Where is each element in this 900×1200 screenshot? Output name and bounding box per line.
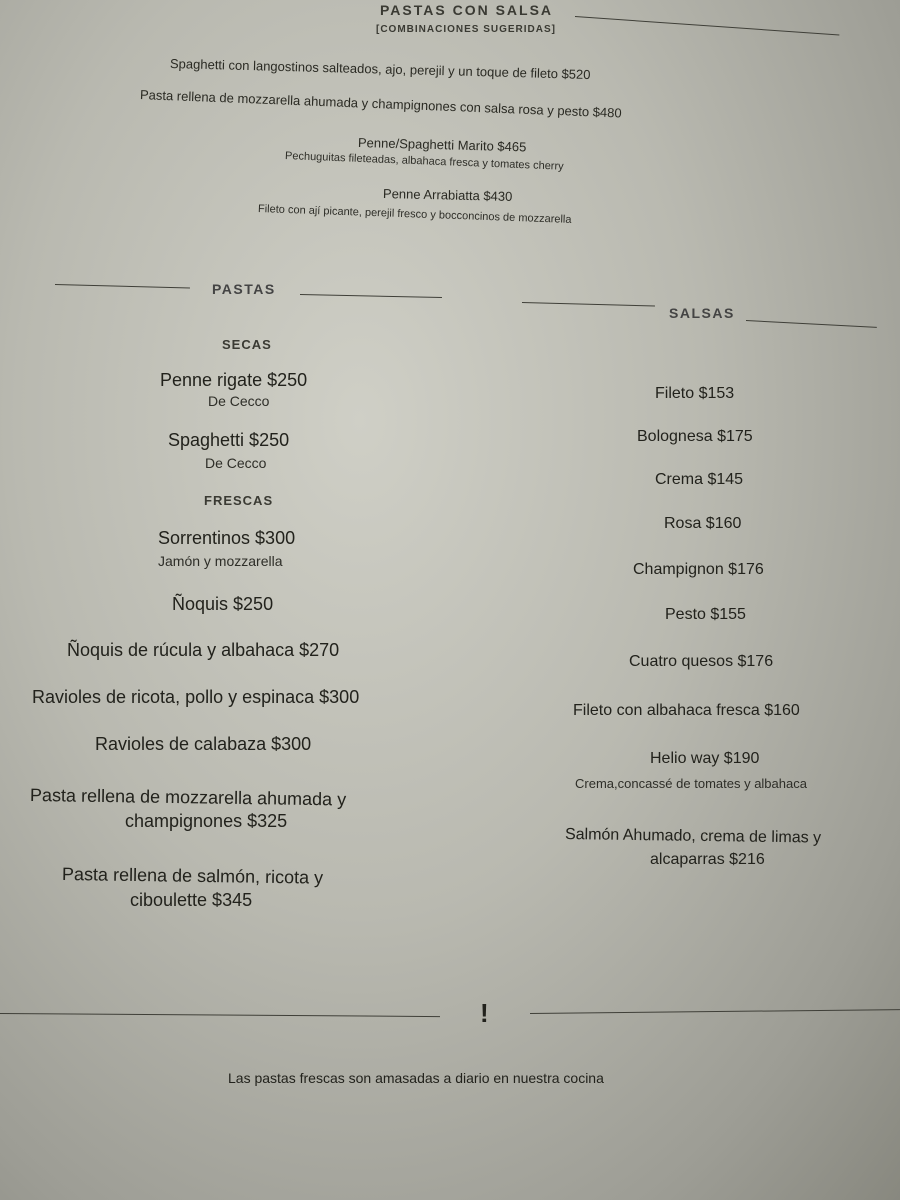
salsa-item-continued: alcaparras $216 — [650, 851, 765, 868]
pasta-item: Ravioles de ricota, pollo y espinaca $300 — [32, 687, 360, 707]
frescas-header: FRESCAS — [204, 493, 274, 508]
footer-rule-right — [530, 1009, 900, 1014]
salsas-header: SALSAS — [669, 305, 735, 321]
salsas-rule-left — [522, 302, 655, 306]
salsa-item: Champignon $176 — [633, 561, 764, 578]
combo-item: Penne Arrabiatta $430 — [382, 186, 513, 204]
salsa-item: Salmón Ahumado, crema de limas y — [564, 826, 822, 847]
pasta-item: Penne rigate $250 — [160, 370, 308, 390]
secas-header: SECAS — [222, 337, 272, 352]
salsas-rule-right — [746, 320, 877, 328]
salsa-item: Fileto $153 — [655, 385, 735, 402]
pasta-item: Ravioles de calabaza $300 — [95, 734, 312, 754]
combo-item: Penne/Spaghetti Marito $465 — [357, 135, 527, 155]
salsa-item: Cuatro quesos $176 — [629, 653, 774, 670]
pasta-item: Ñoquis $250 — [172, 594, 274, 614]
pasta-item: Sorrentinos $300 — [158, 528, 296, 548]
exclamation-mark-icon: ! — [480, 998, 489, 1028]
combo-item: Spaghetti con langostinos salteados, ajo, perejil y un toque de fileto $520 — [169, 56, 591, 83]
combinaciones-subtitle: [COMBINACIONES SUGERIDAS] — [376, 24, 557, 35]
combo-description: Fileto con ají picante, perejil fresco y bocconcinos de mozzarella — [257, 203, 572, 226]
top-title-rule — [575, 16, 839, 35]
pasta-item-continued: champignones $325 — [125, 811, 288, 831]
pastas-con-salsa-title: PASTAS CON SALSA — [380, 2, 554, 18]
pasta-item: Pasta rellena de mozzarella ahumada y — [29, 785, 347, 810]
salsa-item: Rosa $160 — [664, 515, 742, 532]
pastas-header: PASTAS — [212, 281, 276, 297]
pasta-item: Spaghetti $250 — [168, 430, 290, 450]
pastas-rule-right — [300, 294, 442, 298]
salsa-description: Crema,concassé de tomates y albahaca — [575, 776, 807, 791]
pastas-rule-left — [55, 284, 190, 289]
pasta-item: Pasta rellena de salmón, ricota y — [61, 864, 324, 888]
pasta-brand: De Cecco — [208, 393, 270, 409]
pasta-brand: De Cecco — [205, 455, 267, 471]
footer-rule-left — [0, 1013, 440, 1017]
salsa-item: Fileto con albahaca fresca $160 — [573, 702, 800, 719]
pasta-description: Jamón y mozzarella — [158, 553, 283, 569]
combo-item: Pasta rellena de mozzarella ahumada y champignones con salsa rosa y pesto $480 — [139, 87, 622, 121]
footer-note: Las pastas frescas son amasadas a diario en nuestra cocina — [228, 1070, 604, 1086]
salsa-item: Crema $145 — [655, 471, 744, 488]
salsa-item: Pesto $155 — [665, 606, 746, 623]
pasta-item: Ñoquis de rúcula y albahaca $270 — [67, 640, 340, 660]
pasta-item-continued: ciboulette $345 — [130, 890, 253, 910]
salsa-item: Helio way $190 — [650, 750, 760, 767]
salsa-item: Bolognesa $175 — [637, 428, 753, 445]
combo-description: Pechuguitas fileteadas, albahaca fresca y tomates cherry — [284, 150, 564, 173]
